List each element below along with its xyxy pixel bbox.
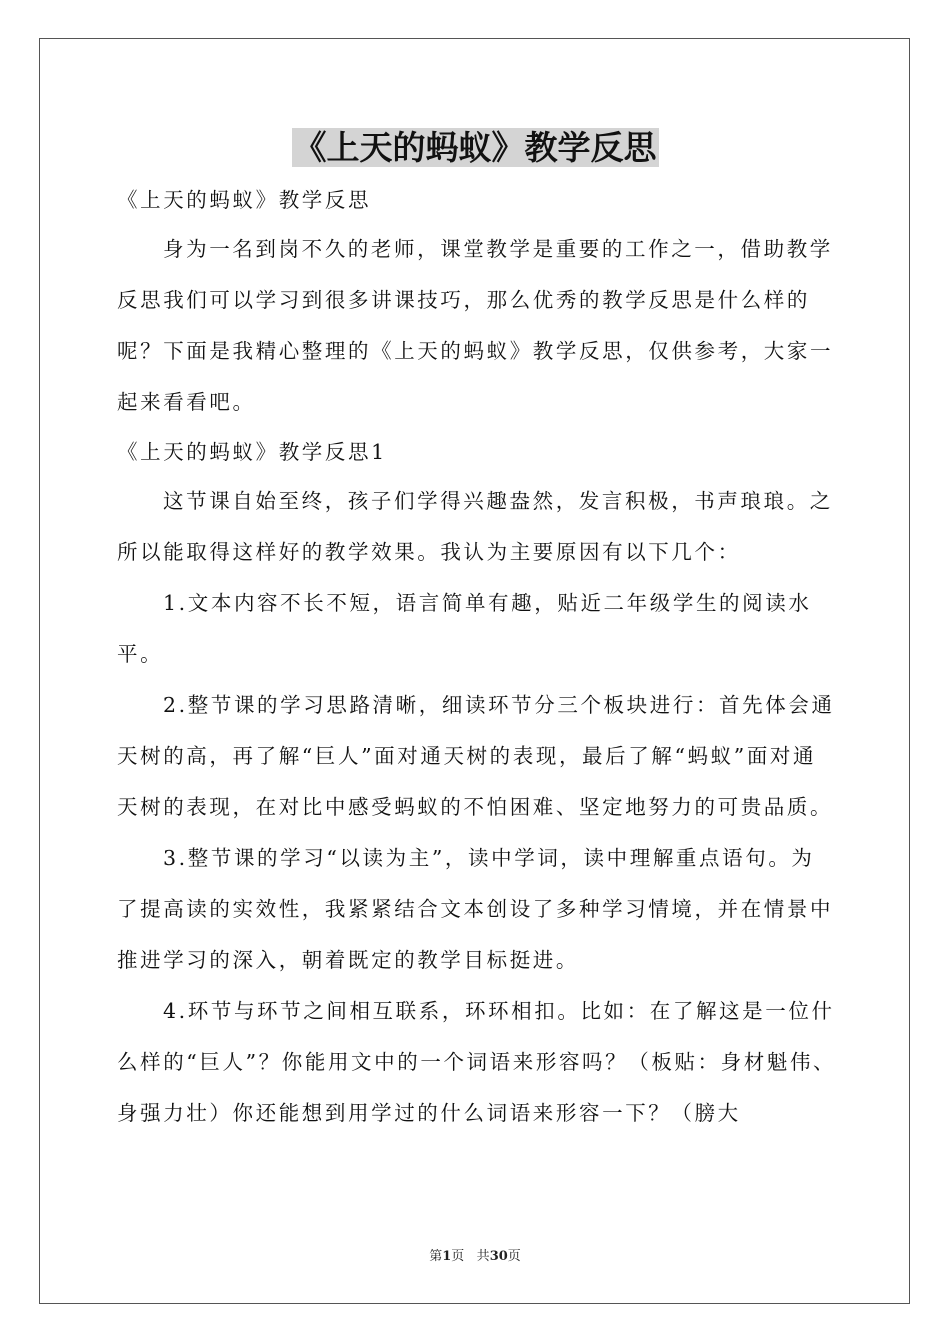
page-prefix: 第 (429, 1249, 443, 1264)
document-title (0, 126, 950, 170)
page-number: 1 (442, 1249, 452, 1264)
total-pages: 30 (489, 1249, 508, 1264)
section-heading: 《上天的蚂蚁》教学反思1 (117, 440, 387, 464)
page-label: 页 (451, 1249, 465, 1264)
section-heading: 《上天的蚂蚁》教学反思 (117, 188, 372, 212)
body-paragraph: 4.环节与环节之间相互联系，环环相扣。比如：在了解这是一位什么样的“巨人”？你能用文中的一个词语来形容吗？（板贴：身材魁伟、身强力壮）你还能想到用学过的什么词语来形容一下？（膀大 (117, 999, 837, 1125)
body-paragraph: 这节课自始至终，孩子们学得兴趣盎然，发言积极，书声琅琅。之所以能取得这样好的教学效果。我认为主要原因有以下几个： (117, 489, 833, 564)
body-paragraph: 身为一名到岗不久的老师，课堂教学是重要的工作之一，借助教学反思我们可以学习到很多讲课技巧，那么优秀的教学反思是什么样的呢？下面是我精心整理的《上天的蚂蚁》教学反思，仅供参考，大家一起来看看吧。 (117, 237, 834, 414)
total-label: 页 (507, 1249, 521, 1264)
body-paragraph: 1.文本内容不长不短，语言简单有趣，贴近二年级学生的阅读水平。 (117, 591, 812, 666)
document-title-text: 《上天的蚂蚁》教学反思 (293, 128, 657, 167)
page-footer (0, 1245, 950, 1264)
body-paragraph: 3.整节课的学习“以读为主”，读中学词，读中理解重点语句。为了提高读的实效性，我紧紧结合文本创设了多种学习情境，并在情景中推进学习的深入，朝着既定的教学目标挺进。 (117, 846, 834, 972)
document-body (117, 176, 837, 1139)
total-prefix: 共 (476, 1249, 490, 1264)
body-paragraph: 2.整节课的学习思路清晰，细读环节分三个板块进行：首先体会通天树的高，再了解“巨人”面对通天树的表现，最后了解“蚂蚁”面对通天树的表现，在对比中感受蚂蚁的不怕困难、坚定地努力的可贵品质。 (117, 693, 835, 819)
